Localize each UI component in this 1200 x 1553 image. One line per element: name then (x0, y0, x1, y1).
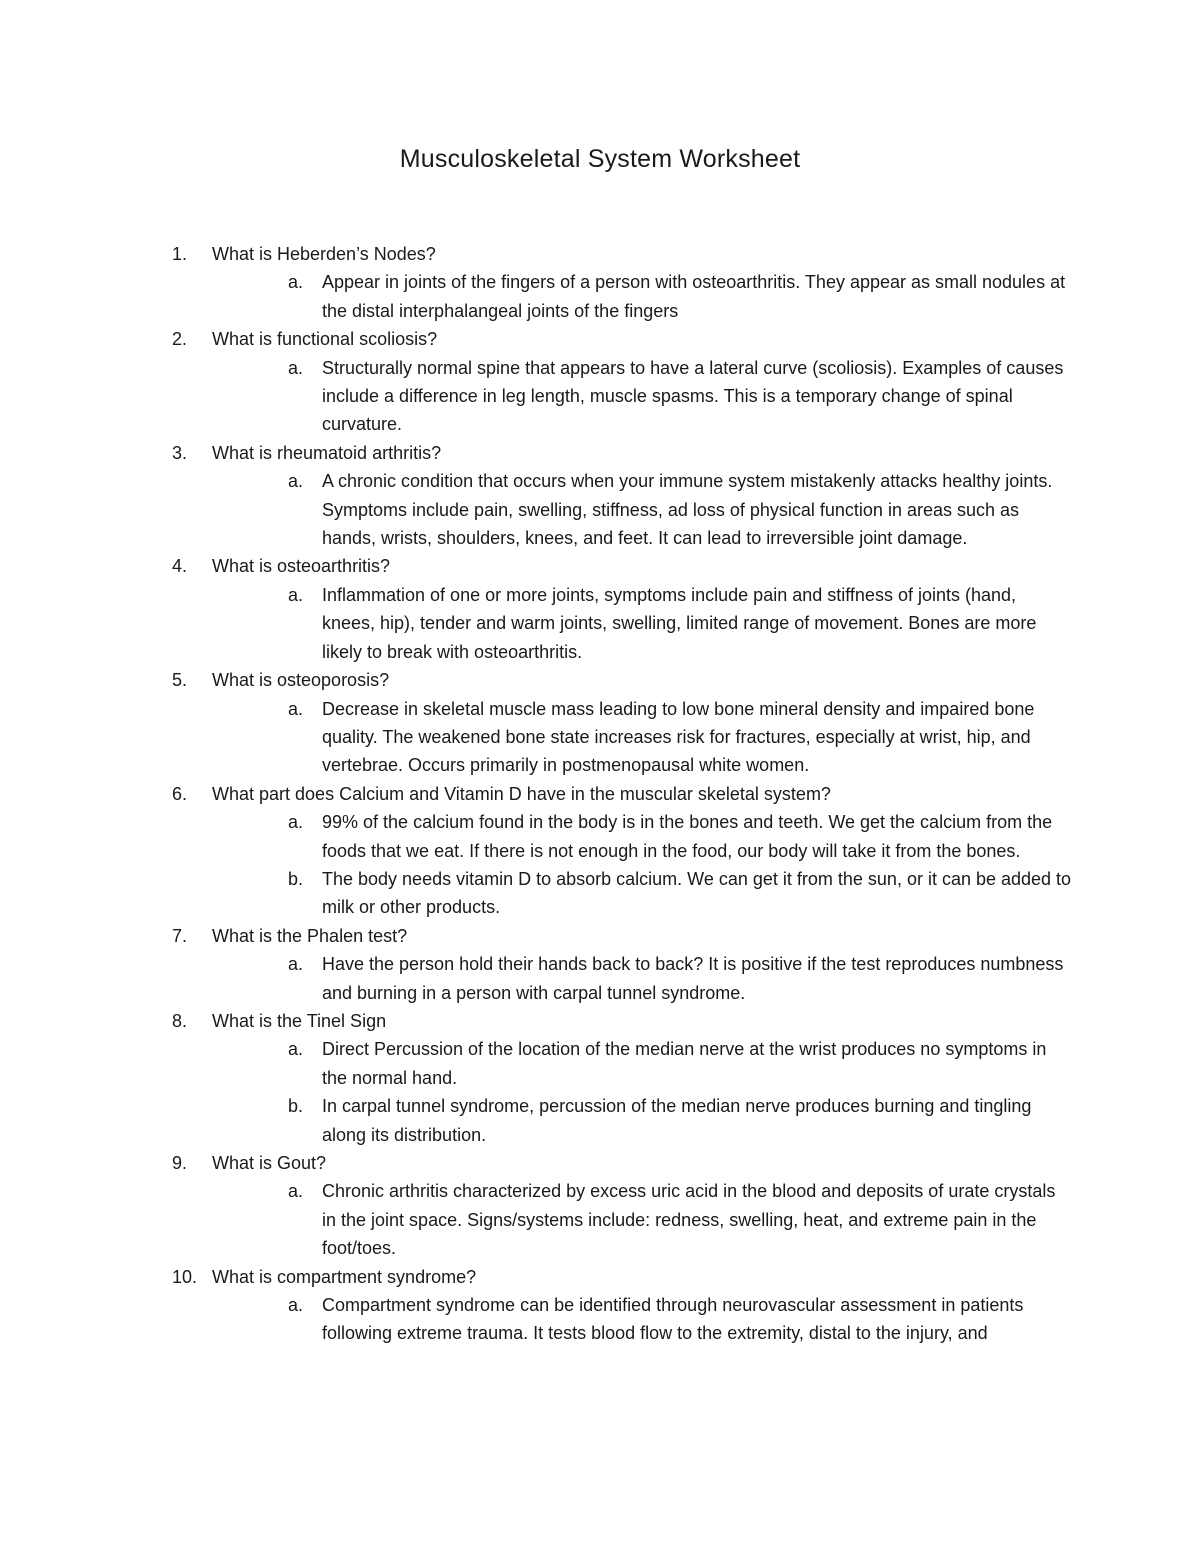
question-text: What is Gout? (212, 1153, 327, 1173)
answer-text: Compartment syndrome can be identified through neurovascular assessment in patients following extreme trauma. It tests blood flow to the extremity, distal to the injury, and (322, 1295, 1024, 1344)
question-item (172, 1263, 1072, 1348)
question-item (172, 1007, 1072, 1149)
answer-text: A chronic condition that occurs when your immune system mistakenly attacks healthy joints. Symptoms include pain, swelling, stiffness, ad loss of physical function in areas such as hands, wrists, shoulders, knees, and feet. It can lead to irreversible joint damage. (322, 471, 1053, 549)
question-item (172, 922, 1072, 1007)
answer-item (212, 1291, 1072, 1348)
question-text: What is functional scoliosis? (212, 329, 438, 350)
question-number: 7. (172, 925, 188, 946)
answer-list (212, 467, 1072, 552)
question-number: 1. (172, 244, 188, 264)
answer-item (212, 268, 1072, 325)
answer-letter: a. (288, 698, 304, 719)
question-item (172, 552, 1072, 666)
answer-list (212, 1291, 1072, 1348)
page-title: Musculoskeletal System Worksheet (399, 145, 801, 173)
answer-letter: a. (288, 1181, 304, 1202)
question-item (172, 439, 1072, 553)
answer-item (212, 695, 1072, 780)
answer-letter: a. (288, 812, 304, 833)
question-item (172, 666, 1072, 780)
question-text: What is osteoporosis? (212, 670, 390, 691)
answer-text: Inflammation of one or more joints, symptoms include pain and stiffness of joints (hand, knees, hip), tender and warm joints, swelling, limited range of movement. Bones are more likely to break with osteoarthritis. (322, 584, 1037, 662)
question-number: 4. (172, 556, 188, 577)
question-item (172, 240, 1072, 325)
answer-item (212, 1177, 1072, 1262)
answer-letter: b. (288, 1096, 304, 1117)
question-text: What is the Phalen test? (212, 925, 408, 946)
answer-letter: a. (288, 584, 304, 605)
answer-item (212, 354, 1072, 439)
answer-letter: a. (288, 954, 304, 975)
question-text: What is rheumatoid arthritis? (212, 442, 442, 463)
question-list (172, 240, 1072, 1348)
answer-item (212, 467, 1072, 552)
answer-text: Appear in joints of the fingers of a person with osteoarthritis. They appear as small nodules at the distal interphalangeal joints of the fingers (322, 272, 1066, 321)
answer-letter: a. (288, 471, 304, 492)
question-text: What is Heberden’s Nodes? (212, 244, 436, 264)
answer-item (212, 808, 1072, 865)
question-text: What part does Calcium and Vitamin D have in the muscular skeletal system? (212, 783, 831, 804)
answer-text: In carpal tunnel syndrome, percussion of the median nerve produces burning and tingling along its distribution. (322, 1096, 1032, 1145)
question-item (172, 780, 1072, 922)
answer-letter: a. (288, 357, 304, 378)
answer-item (212, 950, 1072, 1007)
answer-item (212, 1092, 1072, 1149)
answer-text: Decrease in skeletal muscle mass leading to low bone mineral density and impaired bone quality. The weakened bone state increases risk for fractures, especially at wrist, hip, and vertebrae. Occurs primarily in postmenopausal white women. (322, 698, 1035, 776)
answer-list (212, 950, 1072, 1007)
question-number: 5. (172, 670, 188, 691)
answer-item (212, 581, 1072, 666)
answer-letter: a. (288, 1039, 304, 1060)
question-text: What is the Tinel Sign (212, 1010, 387, 1031)
answer-text: Chronic arthritis characterized by excess uric acid in the blood and deposits of urate crystals in the joint space. Signs/systems include: redness, swelling, heat, and extreme pain in the foot/toes. (322, 1181, 1056, 1259)
answer-text: Structurally normal spine that appears to have a lateral curve (scoliosis). Examples of causes include a difference in leg length, muscle spasms. This is a temporary change of spinal curvature. (322, 357, 1064, 435)
question-text: What is compartment syndrome? (212, 1266, 477, 1287)
answer-text: Have the person hold their hands back to back? It is positive if the test reproduces numbness and burning in a person with carpal tunnel syndrome. (322, 954, 1064, 1003)
question-number: 2. (172, 329, 188, 350)
answer-list (212, 1035, 1072, 1149)
answer-list (212, 268, 1072, 325)
question-number: 8. (172, 1010, 188, 1031)
answer-letter: a. (288, 272, 304, 293)
question-number: 6. (172, 783, 188, 804)
answer-text: The body needs vitamin D to absorb calcium. We can get it from the sun, or it can be added to milk or other products. (322, 868, 1072, 918)
question-item (172, 1149, 1072, 1263)
answer-list (212, 581, 1072, 666)
answer-item (212, 865, 1072, 922)
answer-text: 99% of the calcium found in the body is in the bones and teeth. We get the calcium from the foods that we eat. If there is not enough in the food, our body will take it from the bones. (322, 812, 1053, 861)
question-text: What is osteoarthritis? (212, 556, 391, 577)
answer-list (212, 354, 1072, 439)
question-number: 3. (172, 442, 188, 463)
question-item (172, 325, 1072, 439)
question-number: 10. (172, 1266, 198, 1287)
answer-text: Direct Percussion of the location of the median nerve at the wrist produces no symptoms in the normal hand. (322, 1039, 1047, 1088)
answer-list (212, 1177, 1072, 1262)
answer-list (212, 695, 1072, 780)
answer-item (212, 1035, 1072, 1092)
answer-letter: a. (288, 1295, 304, 1316)
answer-letter: b. (288, 868, 304, 889)
question-number: 9. (172, 1153, 188, 1173)
answer-list (212, 808, 1072, 922)
